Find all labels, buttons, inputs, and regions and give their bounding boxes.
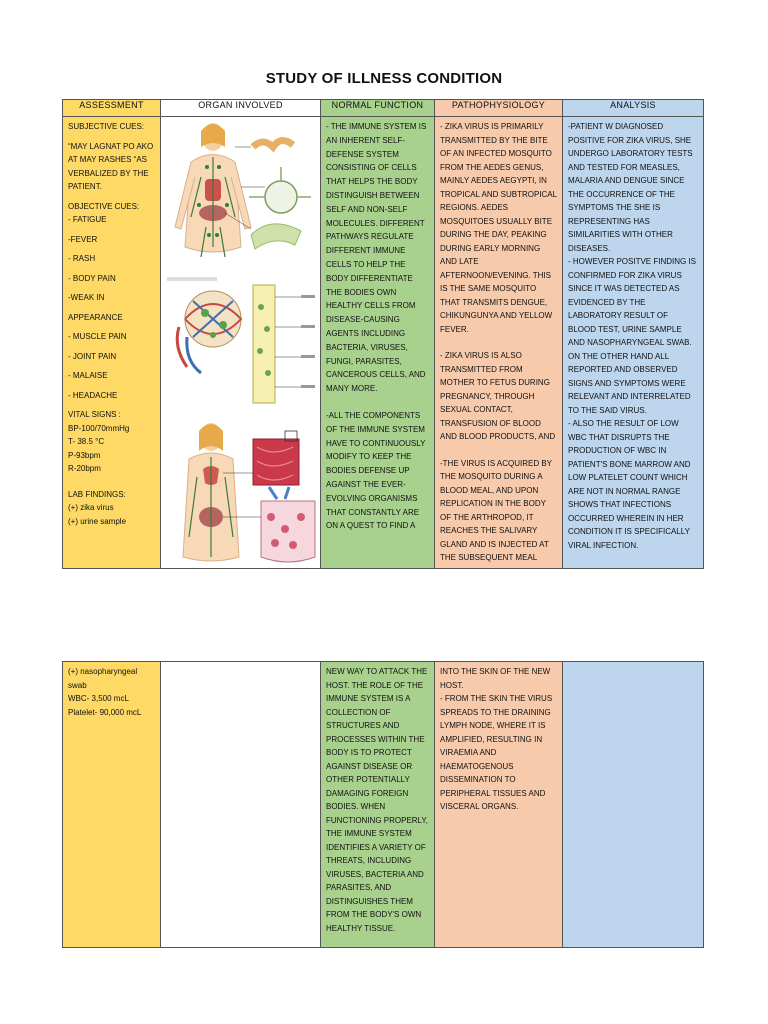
patho-para-2: - ZIKA VIRUS IS ALSO TRANSMITTED FROM MOTHER TO FETUS DURING PREGNANCY, THROUGH SEXUAL CONTACT, TRANSFUSION OF BLOOD AND BLOOD PRODUCTS, AND [440,351,556,441]
lab-findings-label: LAB FINDINGS: [68,489,126,499]
cue-weak-in: -WEAK IN [68,293,105,302]
header-assessment: ASSESSMENT [63,100,161,117]
header-analysis: ANALYSIS [563,100,704,117]
page-title: STUDY OF ILLNESS CONDITION [265,70,503,87]
normal-function-cell-continued [321,662,435,948]
assessment-cell [63,117,161,569]
immune-system-figure-icon [161,117,319,267]
vital-pulse: P-93bpm [68,450,101,460]
lab-nasopharyngeal: (+) nasopharyngeal swab [68,667,138,690]
illness-table-page-1 [62,99,704,569]
subjective-label: SUBJECTIVE CUES: [68,122,145,131]
illness-table-page-2 [62,661,704,948]
cue-appearance: APPEARANCE [68,312,123,322]
header-pathophysiology: PATHOPHYSIOLOGY [435,100,563,117]
analysis-para-3: - ALSO THE RESULT OF LOW WBC THAT DISRUPTS THE PRODUCTION OF WBC IN PATIENT'S BONE MARROW AND LOW PLATELET COUNT WHICH ARE NOT IN NORMAL RANGE SHOWS THAT INFECTIONS OCCURRED WHEREIN IN HER CONDITION IT IS SPECIFICALLY VIRAL INFECTION. [568,419,691,550]
cue-body-pain: - BODY PAIN [68,273,116,283]
patho-para-3: -THE VIRUS IS ACQUIRED BY THE MOSQUITO DURING A BLOOD MEAL, AND UPON REPLICATION IN THE BODY OF THE ARTHROPOD, IT REACHES THE SALIVARY GLAND AND IS INJECTED AT THE SUBSEQUENT MEAL [440,458,552,562]
normal-function-para-2: -ALL THE COMPONENTS OF THE IMMUNE SYSTEM HAVE TO CONTINUOUSLY MODIFY TO KEEP THE BODIES DEFENSE UP AGAINST THE EVER-EVOLVING ORGANISMS THAT CONSTANTLY ARE ON A QUEST TO FIND A [326,410,426,531]
objective-label: OBJECTIVE CUES: [68,201,140,211]
organ-involved-cell [161,117,321,569]
cue-fatigue: - FATIGUE [68,215,107,224]
cue-muscle-pain: - MUSCLE PAIN [68,332,127,341]
thymus-tissue-figure-icon [161,417,319,567]
cue-malaise: - MALAISE [68,371,108,380]
cue-rash: - RASH [68,254,96,263]
lab-wbc: WBC- 3,500 mcL [68,694,129,703]
assessment-cell-continued [63,662,161,948]
cue-joint-pain: - JOINT PAIN [68,351,117,361]
lab-urine: (+) urine sample [68,516,127,526]
subjective-quote: “MAY LAGNAT PO AKO AT MAY RASHES “AS VERBALIZED BY THE PATIENT. [68,141,154,191]
cue-fever: -FEVER [68,234,98,244]
header-normal-function: NORMAL FUNCTION [321,100,435,117]
normal-function-cell [321,117,435,569]
normal-function-para-3: NEW WAY TO ATTACK THE HOST. THE ROLE OF THE IMMUNE SYSTEM IS A COLLECTION OF STRUCTURES AND PROCESSES WITHIN THE BODY IS TO PROTECT AGAINST DISEASE OR OTHER POTENTIALLY DAMAGING FOREIGN BODIES. WHEN FUNCTIONING PROPERLY, THE IMMUNE SYSTEM IDENTIFIES A VARIETY OF THREATS, INCLUDING VIRUSES, BACTERIA AND PARASITES, AND DISTINGUISHES THEM FROM THE BODY'S OWN HEALTHY TISSUE. [326,667,428,933]
lab-platelet: Platelet- 90,000 mcL [68,707,142,717]
lab-zika: (+) zika virus [68,503,114,512]
analysis-cell [563,117,704,569]
organ-involved-cell-continued [161,662,321,948]
normal-function-para-1: - THE IMMUNE SYSTEM IS AN INHERENT SELF-DEFENSE SYSTEM CONSISTING OF CELLS THAT HELPS THE BODY DISTINGUISH BETWEEN SELF AND NON-SELF MOLECULES. DIFFERENT PATHWAYS REGULATE DIFFERENT IMMUNE CELLS TO HELP THE BODY DIFFERENTIATE THE BODIES OWN HEALTHY CELLS FROM DISEASE-CAUSING AGENTS INCLUDING BACTERIA, VIRUSES, FUNGI, PARASITES, CANCEROUS CELLS, AND MANY MORE. [326,122,427,394]
header-organ-involved: ORGAN INVOLVED [161,100,321,117]
pathophysiology-cell-continued [435,662,563,948]
table-row [63,117,704,569]
patho-para-5: - FROM THE SKIN THE VIRUS SPREADS TO THE DRAINING LYMPH NODE, WHERE IT IS AMPLIFIED, RESULTING IN VIRAEMIA AND HAEMATOGENOUS DISSEMINATION TO PERIPHERAL TISSUES AND VISCERAL ORGANS. [440,694,553,811]
analysis-para-1: -PATIENT W DIAGNOSED POSITIVE FOR ZIKA VIRUS, SHE UNDERGO LABORATORY TESTS AND TESTED FOR MEASLES, MALARIA AND DENGUE SINCE THE OCCURRENCE OF THE SYMPTOMS THE SHE IS REPRESENTING HAS SIMILARITIES WITH OTHER DISEASES. [568,122,693,253]
analysis-cell-continued [563,662,704,948]
patho-para-1: - ZIKA VIRUS IS PRIMARILY TRANSMITTED BY THE BITE OF AN INFECTED MOSQUITO FROM THE AEDES GENUS, MAINLY AEDES AEGYPTI, IN TROPICAL AND SUBTROPICAL REGIONS. AEDES MOSQUITOES USUALLY BITE DURING THE DAY, PEAKING DURING EARLY MORNING AND LATE AFTERNOON/EVENING. THIS IS THE SAME MOSQUITO THAT TRANSMITS DENGUE, CHIKUNGUNYA AND YELLOW FEVER. [440,122,557,334]
pathophysiology-cell [435,117,563,569]
table-header-row [63,100,704,117]
analysis-para-2: - HOWEVER POSITVE FINDING IS CONFIRMED FOR ZIKA VIRUS SINCE IT WAS DETECTED AS EVIDENCED BY THE LABORATORY RESULT OF BLOOD TEST, URINE SAMPLE AND NASOPHARYNGEAL SWAB. ON THE OTHER HAND ALL REPORTED AND OBSERVED SIGNS AND SYMPTOMS WERE RELEVANT AND INTERRELATED TO THE SAID VIRUS. [568,257,697,415]
vital-bp: BP-100/70mmHg [68,423,130,433]
cue-headache: - HEADACHE [68,390,118,400]
table-row [63,662,704,948]
vital-resp: R-20bpm [68,464,101,473]
lymph-node-capillaries-icon [161,277,319,407]
patho-para-4: INTO THE SKIN OF THE NEW HOST. [440,667,551,690]
vital-temp: T- 38.5 °C [68,437,105,446]
vital-signs-label: VITAL SIGNS : [68,410,121,419]
